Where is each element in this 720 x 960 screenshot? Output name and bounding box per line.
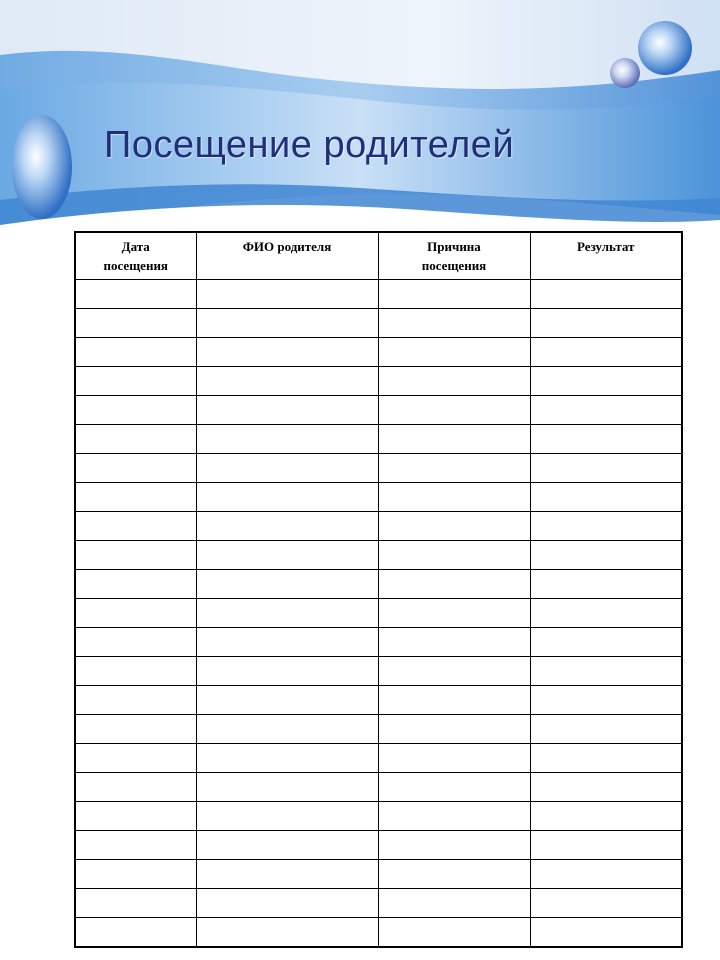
table-row [75,772,682,801]
table-cell[interactable] [530,656,682,685]
table-row [75,743,682,772]
table-cell[interactable] [196,656,378,685]
table-cell[interactable] [75,424,196,453]
table-cell[interactable] [530,366,682,395]
table-row [75,685,682,714]
table-cell[interactable] [530,917,682,947]
table-cell[interactable] [196,801,378,830]
table-row [75,424,682,453]
table-cell[interactable] [75,598,196,627]
table-cell[interactable] [196,743,378,772]
table-cell[interactable] [530,337,682,366]
table-cell[interactable] [378,801,530,830]
page-title: Посещение родителей [104,124,515,166]
table-cell[interactable] [196,917,378,947]
column-header-date: Дата посещения [75,232,196,279]
table-body [75,279,682,947]
table-cell[interactable] [378,859,530,888]
column-header-reason: Причина посещения [378,232,530,279]
table-cell[interactable] [378,830,530,859]
table-cell[interactable] [75,453,196,482]
table-row [75,395,682,424]
table-cell[interactable] [196,540,378,569]
table-cell[interactable] [378,279,530,308]
table-cell[interactable] [530,888,682,917]
table-cell[interactable] [530,743,682,772]
table-cell[interactable] [75,888,196,917]
table-cell[interactable] [378,569,530,598]
table-cell[interactable] [75,714,196,743]
table-row [75,453,682,482]
table-row [75,482,682,511]
table-cell[interactable] [530,685,682,714]
table-row [75,917,682,947]
table-cell[interactable] [530,424,682,453]
table-row [75,366,682,395]
table-row [75,714,682,743]
table-row [75,859,682,888]
table-cell[interactable] [378,337,530,366]
table-cell[interactable] [196,598,378,627]
table-cell[interactable] [378,917,530,947]
table-row [75,279,682,308]
table-cell[interactable] [196,888,378,917]
table-cell[interactable] [530,830,682,859]
table-cell[interactable] [75,395,196,424]
column-header-parent-name: ФИО родителя [196,232,378,279]
column-header-result: Результат [530,232,682,279]
table-cell[interactable] [378,424,530,453]
table-cell[interactable] [75,482,196,511]
table-cell[interactable] [530,598,682,627]
table-cell[interactable] [196,714,378,743]
table-cell[interactable] [378,511,530,540]
table-row [75,540,682,569]
table-cell[interactable] [378,453,530,482]
table-cell[interactable] [75,801,196,830]
table-cell[interactable] [196,830,378,859]
table-row [75,308,682,337]
table-row [75,569,682,598]
table-cell[interactable] [378,540,530,569]
table-cell[interactable] [196,279,378,308]
table-cell[interactable] [75,917,196,947]
table-cell[interactable] [196,627,378,656]
table-header-row [75,232,682,279]
table-cell[interactable] [378,598,530,627]
table-cell[interactable] [530,772,682,801]
table-cell[interactable] [378,627,530,656]
table-cell[interactable] [378,743,530,772]
table-cell[interactable] [530,627,682,656]
table-cell[interactable] [75,685,196,714]
table-cell[interactable] [530,482,682,511]
table-cell[interactable] [196,424,378,453]
table-cell[interactable] [530,859,682,888]
table-cell[interactable] [75,511,196,540]
table-cell[interactable] [196,772,378,801]
table-cell[interactable] [75,366,196,395]
table-cell[interactable] [530,395,682,424]
table-cell[interactable] [530,511,682,540]
table-row [75,511,682,540]
table-cell[interactable] [75,279,196,308]
table-cell[interactable] [378,772,530,801]
table-cell[interactable] [196,453,378,482]
table-cell[interactable] [378,308,530,337]
table-cell[interactable] [196,511,378,540]
table-cell[interactable] [530,801,682,830]
table-cell[interactable] [378,656,530,685]
table-cell[interactable] [75,656,196,685]
table-row [75,656,682,685]
table-cell[interactable] [196,685,378,714]
table-cell[interactable] [530,453,682,482]
table-cell[interactable] [75,859,196,888]
table-cell[interactable] [196,337,378,366]
table-cell[interactable] [378,366,530,395]
table-cell[interactable] [530,279,682,308]
table-cell[interactable] [378,685,530,714]
table-cell[interactable] [196,395,378,424]
table-cell[interactable] [378,482,530,511]
table-cell[interactable] [196,859,378,888]
table-cell[interactable] [75,830,196,859]
table-cell[interactable] [378,714,530,743]
table-row [75,337,682,366]
table-cell[interactable] [530,569,682,598]
table-row [75,627,682,656]
table-row [75,598,682,627]
table-cell[interactable] [75,569,196,598]
table-cell[interactable] [378,888,530,917]
table-cell[interactable] [530,540,682,569]
table-cell[interactable] [196,308,378,337]
table-row [75,830,682,859]
table-cell[interactable] [75,308,196,337]
table-row [75,888,682,917]
table-cell[interactable] [378,395,530,424]
table-cell[interactable] [75,337,196,366]
table-cell[interactable] [196,569,378,598]
table-cell[interactable] [75,743,196,772]
table-cell[interactable] [75,627,196,656]
table-cell[interactable] [75,772,196,801]
table-cell[interactable] [530,714,682,743]
table-row [75,801,682,830]
table-cell[interactable] [196,482,378,511]
table-cell[interactable] [530,308,682,337]
table-cell[interactable] [75,540,196,569]
parent-visits-table [74,231,683,948]
table-cell[interactable] [196,366,378,395]
